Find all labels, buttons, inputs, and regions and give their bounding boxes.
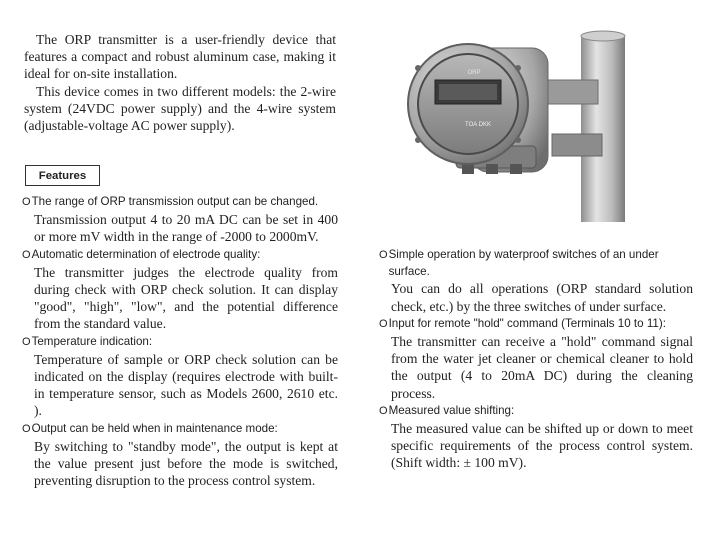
intro-paragraph-2: This device comes in two different models: the 2-wire system (24VDC power supply) and the 4-wire system (adjustable-voltage AC power supply).	[24, 83, 336, 134]
features-heading: Features	[25, 165, 100, 186]
feature-body: The transmitter can receive a "hold" command signal from the water jet cleaner or chemical cleaner to hold the output (4 to 20mA DC) during the cleaning process.	[391, 334, 693, 401]
feature-title: The range of ORP transmission output can be changed.	[31, 195, 319, 208]
feature-item-remote-hold	[379, 315, 693, 402]
feature-item-electrode-quality	[22, 246, 338, 333]
intro-paragraph-1: The ORP transmitter is a user-friendly device that features a compact and robust aluminum case, making it ideal for on-site installation.	[24, 32, 336, 82]
mounting-pipe	[581, 36, 625, 222]
feature-body: Temperature of sample or ORP check solution can be indicated on the display (requires electrode with built-in temperature sensor, such as Models 2600, 2610 etc. ).	[34, 351, 338, 419]
circle-bullet-icon: O	[22, 422, 31, 435]
orp-transmitter-image	[402, 28, 704, 228]
feature-body: The transmitter judges the electrode quality from during check with ORP check solution. It can display "good", "high", "low", and the potential difference from the standard value.	[34, 264, 338, 332]
feature-body: By switching to "standby mode", the output is kept at the value present just before the mode is switched, preventing disruption to the process control system.	[34, 438, 338, 489]
intro-text	[24, 31, 336, 134]
brand-logo: TOA DKK	[465, 122, 491, 128]
circle-bullet-icon: O	[22, 196, 31, 208]
feature-item-value-shift	[379, 402, 693, 472]
feature-body: The measured value can be shifted up or down to meet specific requirements of the process control system. (Shift width: ± 100 mV).	[391, 421, 693, 471]
feature-item-switches	[379, 246, 693, 315]
feature-title: Automatic determination of electrode quality:	[31, 247, 261, 261]
feature-body: Transmission output 4 to 20 mA DC can be set in 400 or more mV width in the range of -2000 to 2000mV.	[34, 212, 338, 245]
circle-bullet-icon: O	[22, 335, 31, 348]
feature-title: Simple operation by waterproof switches of an under surface.	[388, 248, 659, 279]
circle-bullet-icon: O	[379, 404, 388, 417]
feature-title: Temperature indication:	[31, 334, 153, 348]
circle-bullet-icon: O	[379, 249, 388, 261]
features-list-left	[22, 193, 338, 489]
mounting-bracket	[542, 80, 598, 104]
feature-body: You can do all operations (ORP standard solution check, etc.) by the three switches of under surface.	[391, 281, 693, 314]
circle-bullet-icon: O	[379, 317, 388, 330]
circle-bullet-icon: O	[22, 248, 31, 261]
feature-item-output-range	[22, 193, 338, 246]
feature-item-output-hold	[22, 420, 338, 490]
features-list-right	[379, 246, 693, 472]
feature-title: Measured value shifting:	[388, 403, 515, 417]
feature-item-temperature	[22, 333, 338, 420]
feature-title: Output can be held when in maintenance mode:	[31, 421, 278, 435]
display-label: ORP	[467, 70, 481, 76]
feature-title: Input for remote "hold" command (Terminals 10 to 11):	[388, 316, 666, 330]
